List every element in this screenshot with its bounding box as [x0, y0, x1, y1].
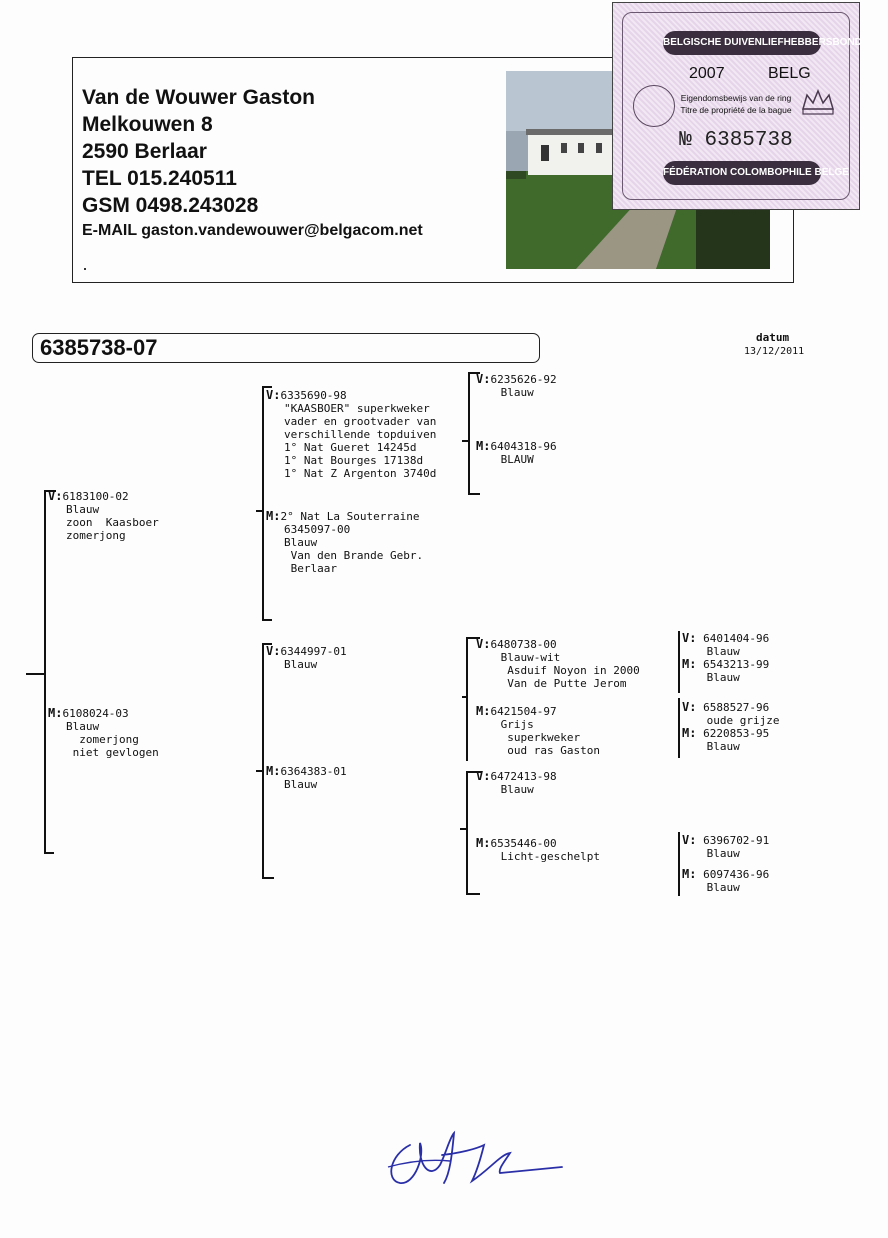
- card-number: № 6385738: [679, 129, 793, 152]
- pedigree-dsd: [476, 705, 600, 757]
- pedigree-line: 6344997-01: [280, 645, 347, 658]
- pedigree-line: "KAASBOER" superkweker: [284, 402, 430, 415]
- pedigree-row: [266, 523, 423, 536]
- pedigree-row: [266, 402, 436, 415]
- pedigree-line: Blauw: [700, 671, 740, 684]
- pedigree-row: [266, 467, 436, 480]
- pedigree-line: Blauw: [284, 658, 318, 671]
- pedigree-line: 2° Nat La Souterraine: [280, 510, 420, 523]
- card-line-fr: Titre de propriété de la bague: [680, 105, 792, 115]
- bracket-dsd: [678, 698, 680, 758]
- owner-name: Van de Wouwer Gaston: [82, 86, 315, 109]
- pedigree-line: 6472413-98: [490, 770, 557, 783]
- bracket-ss: [468, 372, 470, 494]
- parent-label: V:: [476, 769, 491, 783]
- pedigree-row: [682, 881, 769, 894]
- pedigree-row: [266, 454, 436, 467]
- pedigree-line: 6535446-00: [490, 837, 557, 850]
- pedigree-line: 6097436-96: [696, 868, 770, 881]
- pedigree-sire-sire: [266, 389, 436, 480]
- parent-label: V:: [266, 644, 281, 658]
- pedigree-row: [682, 701, 779, 714]
- pedigree-row: [476, 850, 600, 863]
- pedigree-line: 6345097-00: [284, 523, 351, 536]
- owner-block: [82, 84, 423, 242]
- parent-label: M:: [476, 704, 491, 718]
- pedigree-sss: [476, 373, 557, 399]
- pedigree-line: Berlaar: [284, 562, 337, 575]
- pedigree-dssd: [682, 658, 769, 684]
- tick: [256, 510, 264, 512]
- signature: [380, 1125, 570, 1195]
- pedigree-line: Grijs: [494, 718, 534, 731]
- pedigree-row: [48, 516, 159, 529]
- card-country: BELG: [768, 65, 811, 82]
- tick: [468, 493, 480, 495]
- signature-graphic: [380, 1125, 570, 1195]
- pedigree-row: [476, 638, 640, 651]
- pedigree-row: [476, 837, 600, 850]
- pedigree-row: [48, 529, 159, 542]
- pedigree-line: Blauw: [284, 536, 318, 549]
- pedigree-dam: [48, 707, 159, 759]
- parent-label: M:: [682, 867, 697, 881]
- crown-icon: [799, 85, 837, 121]
- pedigree-line: 1° Nat Gueret 14245d: [284, 441, 417, 454]
- pedigree-line: zomerjong: [66, 733, 139, 746]
- pedigree-row: [48, 733, 159, 746]
- bracket-dam: [262, 643, 264, 878]
- pedigree-dsds: [682, 701, 779, 727]
- parent-label: M:: [476, 836, 491, 850]
- tick: [262, 877, 274, 879]
- pedigree-line: Blauw: [700, 740, 740, 753]
- pedigree-row: [48, 720, 159, 733]
- pedigree-line: 6421504-97: [490, 705, 557, 718]
- bracket-dd: [466, 771, 468, 894]
- pedigree-line: superkweker: [494, 731, 581, 744]
- parent-label: V:: [266, 388, 281, 402]
- pedigree-row: [682, 834, 769, 847]
- pedigree-line: Van de Putte Jerom: [494, 677, 627, 690]
- pedigree-line: zoon Kaasboer: [66, 516, 159, 529]
- pedigree-dddd: [682, 868, 769, 894]
- tick: [26, 673, 44, 675]
- pedigree-row: [266, 415, 436, 428]
- pedigree-dam-sire: [266, 645, 347, 671]
- bracket-ddd: [678, 832, 680, 896]
- pedigree-row: [682, 714, 779, 727]
- card-year: 2007: [689, 65, 725, 82]
- pedigree-line: 6108024-03: [62, 707, 129, 720]
- pedigree-row: [476, 783, 557, 796]
- pedigree-row: [266, 389, 436, 402]
- pedigree-row: [476, 453, 557, 466]
- pedigree-row: [266, 441, 436, 454]
- pedigree-row: [476, 651, 640, 664]
- pedigree-line: vader en grootvader van: [284, 415, 437, 428]
- pedigree-row: [48, 707, 159, 720]
- pedigree-dsdd: [682, 727, 769, 753]
- pedigree-ssd: [476, 440, 557, 466]
- pedigree-row: [266, 658, 347, 671]
- pedigree-line: Blauw: [494, 783, 534, 796]
- pedigree-sire-dam: [266, 510, 423, 575]
- pedigree-row: [266, 549, 423, 562]
- pedigree-row: [682, 632, 769, 645]
- pedigree-row: [48, 746, 159, 759]
- tick: [466, 893, 480, 895]
- dot-mark: [84, 268, 86, 270]
- pedigree-sire: [48, 490, 159, 542]
- pedigree-row: [476, 718, 600, 731]
- pedigree-ddd: [476, 837, 600, 863]
- pedigree-row: [476, 386, 557, 399]
- pedigree-row: [476, 744, 600, 757]
- pedigree-line: 6480738-00: [490, 638, 557, 651]
- card-inner-frame: [622, 12, 862, 200]
- card-top-banner: BELGISCHE DUIVENLIEFHEBBERSBOND: [663, 31, 821, 55]
- parent-label: V:: [682, 833, 697, 847]
- bracket-ds: [466, 637, 468, 761]
- pedigree-row: [682, 727, 769, 740]
- pedigree-line: Blauw: [494, 386, 534, 399]
- pedigree-line: zomerjong: [66, 529, 126, 542]
- pedigree-line: Blauw: [700, 645, 740, 658]
- pedigree-line: 1° Nat Bourges 17138d: [284, 454, 424, 467]
- pedigree-line: 6404318-96: [490, 440, 557, 453]
- pedigree-row: [476, 770, 557, 783]
- parent-label: V:: [476, 637, 491, 651]
- pedigree-line: 6335690-98: [280, 389, 347, 402]
- parent-label: M:: [48, 706, 63, 720]
- parent-label: M:: [682, 657, 697, 671]
- pedigree-row: [266, 778, 347, 791]
- pedigree-row: [266, 536, 423, 549]
- pedigree-row: [476, 373, 557, 386]
- pedigree-line: Blauw: [284, 778, 318, 791]
- bracket-gen1: [44, 490, 46, 854]
- pedigree-row: [682, 847, 769, 860]
- bracket-sire: [262, 386, 264, 620]
- pedigree-row: [266, 510, 423, 523]
- owner-street: Melkouwen 8: [82, 113, 213, 136]
- pedigree-row: [682, 671, 769, 684]
- datum-label: datum: [756, 331, 790, 344]
- card-bottom-banner: FÉDÉRATION COLOMBOPHILE BELGE: [663, 161, 821, 185]
- pedigree-row: [476, 440, 557, 453]
- pedigree-dsss: [682, 632, 769, 658]
- pedigree-row: [476, 664, 640, 677]
- pedigree-line: 6588527-96: [696, 701, 770, 714]
- parent-label: M:: [266, 509, 281, 523]
- ring-certificate-card: [612, 2, 860, 210]
- pedigree-line: oude grijze: [700, 714, 780, 727]
- parent-label: M:: [682, 726, 697, 740]
- pedigree-line: 6364383-01: [280, 765, 347, 778]
- pedigree-line: oud ras Gaston: [494, 744, 600, 757]
- tick: [462, 440, 470, 442]
- pedigree-row: [682, 868, 769, 881]
- owner-tel: TEL 015.240511: [82, 167, 237, 190]
- pedigree-line: 6220853-95: [696, 727, 770, 740]
- pedigree-row: [476, 677, 640, 690]
- owner-email: E-MAIL gaston.vandewouwer@belgacom.net: [82, 222, 423, 239]
- pedigree-line: Blauw-wit: [494, 651, 561, 664]
- parent-label: M:: [266, 764, 281, 778]
- pedigree-line: BLAUW: [494, 453, 534, 466]
- pedigree-row: [266, 765, 347, 778]
- pedigree-line: 6396702-91: [696, 834, 770, 847]
- pedigree-line: 1° Nat Z Argenton 3740d: [284, 467, 437, 480]
- pedigree-row: [266, 645, 347, 658]
- pedigree-line: niet gevlogen: [66, 746, 159, 759]
- pedigree-dss: [476, 638, 640, 690]
- pedigree-line: Blauw: [700, 881, 740, 894]
- pedigree-line: 6401404-96: [696, 632, 770, 645]
- tick: [256, 770, 264, 772]
- tick: [462, 696, 468, 698]
- pedigree-row: [476, 731, 600, 744]
- pedigree-line: verschillende topduiven: [284, 428, 437, 441]
- parent-label: V:: [682, 631, 697, 645]
- pedigree-line: Blauw: [66, 720, 100, 733]
- pedigree-line: 6543213-99: [696, 658, 770, 671]
- owner-city: 2590 Berlaar: [82, 140, 207, 163]
- card-line-nl: Eigendomsbewijs van de ring: [680, 93, 792, 103]
- pedigree-row: [682, 658, 769, 671]
- owner-gsm: GSM 0498.243028: [82, 194, 259, 217]
- tick: [44, 852, 54, 854]
- tick: [262, 619, 272, 621]
- pedigree-dds: [476, 770, 557, 796]
- pedigree-row: [48, 503, 159, 516]
- pedigree-row: [682, 740, 769, 753]
- pedigree-line: Blauw: [66, 503, 100, 516]
- pedigree-row: [266, 428, 436, 441]
- pedigree-line: 6235626-92: [490, 373, 557, 386]
- parent-label: V:: [48, 489, 63, 503]
- pedigree-line: 6183100-02: [62, 490, 129, 503]
- tick: [460, 828, 468, 830]
- datum-value: 13/12/2011: [744, 346, 805, 357]
- pedigree-line: Blauw: [700, 847, 740, 860]
- pedigree-ddds: [682, 834, 769, 860]
- pedigree-row: [266, 562, 423, 575]
- pedigree-row: [476, 705, 600, 718]
- pedigree-dam-dam: [266, 765, 347, 791]
- parent-label: V:: [476, 372, 491, 386]
- parent-label: V:: [682, 700, 697, 714]
- pedigree-row: [48, 490, 159, 503]
- bracket-dss: [678, 631, 680, 693]
- parent-label: M:: [476, 439, 491, 453]
- pedigree-line: Licht-geschelpt: [494, 850, 600, 863]
- pedigree-line: Van den Brande Gebr.: [284, 549, 424, 562]
- ring-number: 6385738-07: [40, 335, 158, 360]
- pedigree-line: Asduif Noyon in 2000: [494, 664, 640, 677]
